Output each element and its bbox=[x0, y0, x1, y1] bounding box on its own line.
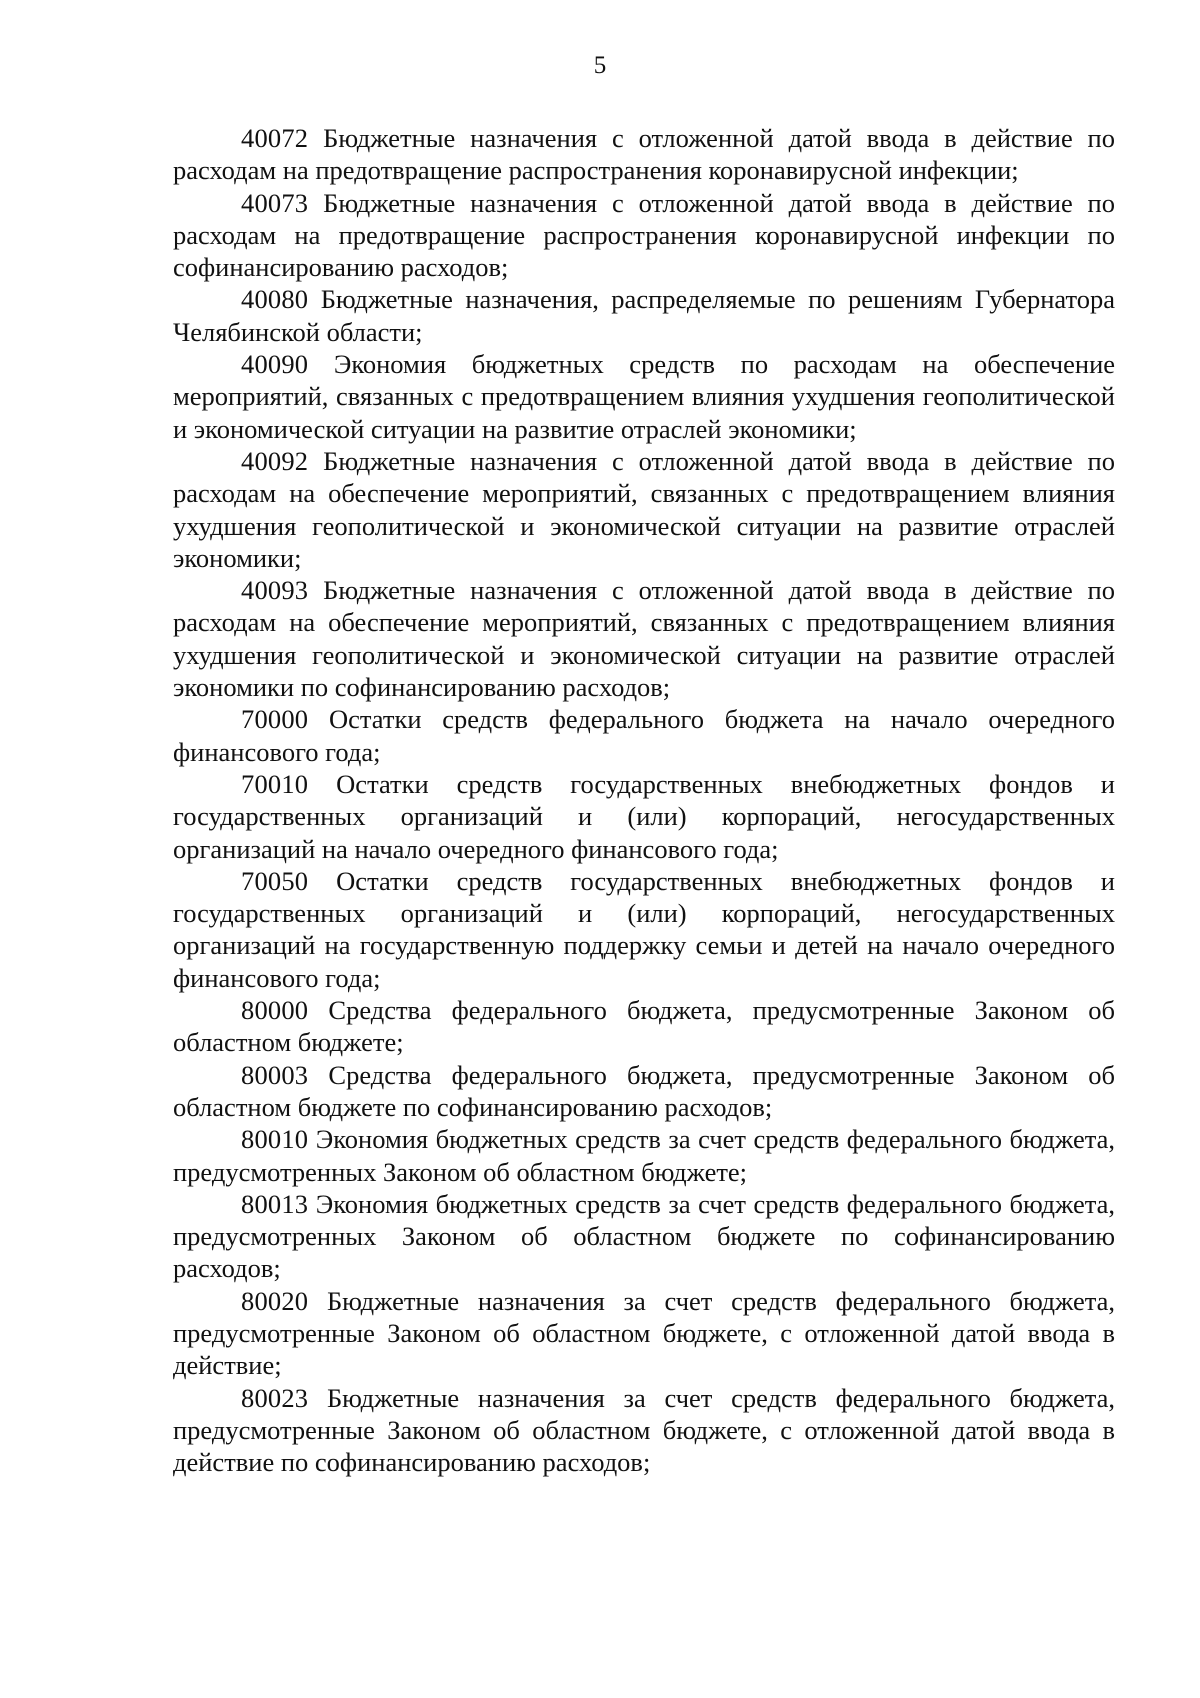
entry-text: Бюджетные назначения с отложенной датой ввода в действие по расходам на предотвращение распространения коронавирусной инфекции по софинансированию расходов; bbox=[173, 187, 1115, 283]
entry-80010 bbox=[173, 1123, 1115, 1188]
entry-40092 bbox=[173, 445, 1115, 574]
entry-code: 80010 bbox=[241, 1124, 309, 1155]
entry-80023 bbox=[173, 1382, 1115, 1479]
entry-code: 80000 bbox=[241, 995, 309, 1026]
entry-text: Средства федерального бюджета, предусмотренные Законом об областном бюджете; bbox=[173, 995, 1115, 1058]
entry-code: 80020 bbox=[241, 1285, 309, 1316]
entry-80000 bbox=[173, 994, 1115, 1059]
entry-70000 bbox=[173, 703, 1115, 768]
entry-code: 80003 bbox=[241, 1059, 309, 1090]
entry-code: 40080 bbox=[241, 284, 309, 315]
entry-text: Бюджетные назначения, распределяемые по решениям Губернатора Челябинской области; bbox=[173, 284, 1116, 347]
entry-40093 bbox=[173, 574, 1115, 703]
entry-text: Остатки средств федерального бюджета на начало очередного финансового года; bbox=[173, 704, 1116, 767]
entry-text: Остатки средств государственных внебюджетных фондов и государственных организаций и (или) корпораций, негосударственных организаций на государственную поддержку семьи и детей на начало очередного финансового года; bbox=[173, 865, 1115, 993]
page-number: 5 bbox=[593, 52, 607, 79]
entry-70050 bbox=[173, 865, 1115, 994]
entry-70010 bbox=[173, 768, 1115, 865]
entry-text: Бюджетные назначения за счет средств федерального бюджета, предусмотренные Законом об областном бюджете, с отложенной датой ввода в действие по софинансированию расходов; bbox=[173, 1382, 1115, 1478]
entry-text: Средства федерального бюджета, предусмотренные Законом об областном бюджете по софинансированию расходов; bbox=[173, 1059, 1115, 1122]
entry-list bbox=[173, 122, 1115, 1478]
entry-code: 40093 bbox=[241, 575, 309, 606]
entry-text: Экономия бюджетных средств по расходам на обеспечение мероприятий, связанных с предотвращением влияния ухудшения геополитической и экономической ситуации на развитие отраслей экономики; bbox=[173, 349, 1116, 444]
entry-code: 40073 bbox=[241, 187, 309, 218]
entry-40080 bbox=[173, 283, 1115, 348]
entry-text: Бюджетные назначения с отложенной датой ввода в действие по расходам на предотвращение распространения коронавирусной инфекции; bbox=[173, 123, 1115, 186]
entry-code: 70010 bbox=[241, 768, 309, 799]
entry-text: Экономия бюджетных средств за счет средств федерального бюджета, предусмотренных Законом об областном бюджете; bbox=[173, 1124, 1115, 1187]
entry-code: 40090 bbox=[241, 349, 309, 380]
entry-code: 80013 bbox=[241, 1188, 309, 1219]
entry-code: 70050 bbox=[241, 865, 309, 896]
entry-code: 40092 bbox=[241, 445, 309, 476]
entry-text: Бюджетные назначения с отложенной датой ввода в действие по расходам на обеспечение мероприятий, связанных с предотвращением влияния ухудшения геополитической и экономической ситуации на развитие отраслей экономики; bbox=[173, 445, 1115, 573]
entry-text: Остатки средств государственных внебюджетных фондов и государственных организаций и (или) корпораций, негосударственных организаций на начало очередного финансового года; bbox=[173, 768, 1115, 864]
entry-code: 80023 bbox=[241, 1382, 309, 1413]
entry-80013 bbox=[173, 1188, 1115, 1285]
entry-80003 bbox=[173, 1059, 1115, 1124]
entry-40073 bbox=[173, 187, 1115, 284]
entry-code: 40072 bbox=[241, 123, 309, 153]
entry-code: 70000 bbox=[241, 704, 309, 735]
entry-80020 bbox=[173, 1285, 1115, 1382]
entry-text: Бюджетные назначения за счет средств федерального бюджета, предусмотренные Законом об областном бюджете, с отложенной датой ввода в действие; bbox=[173, 1285, 1115, 1381]
entry-text: Бюджетные назначения с отложенной датой ввода в действие по расходам на обеспечение мероприятий, связанных с предотвращением влияния ухудшения геополитической и экономической ситуации на развитие отраслей экономики по софинансированию расходов; bbox=[173, 575, 1115, 703]
entry-40072 bbox=[173, 122, 1115, 187]
entry-text: Экономия бюджетных средств за счет средств федерального бюджета, предусмотренных Законом об областном бюджете по софинансированию расходов; bbox=[173, 1188, 1115, 1284]
entry-40090 bbox=[173, 348, 1115, 445]
